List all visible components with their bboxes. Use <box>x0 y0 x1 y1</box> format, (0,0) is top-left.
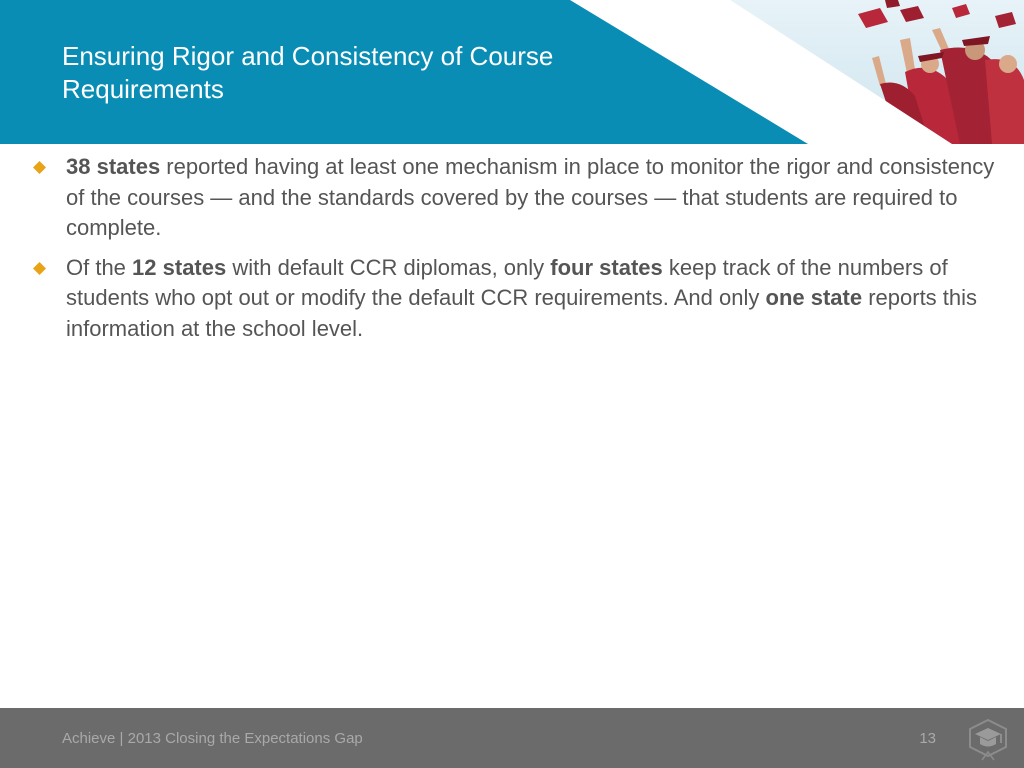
page-number: 13 <box>919 730 936 747</box>
footer-text: Achieve | 2013 Closing the Expectations Gap <box>62 730 363 747</box>
bullet-emphasis: 38 states <box>66 154 161 179</box>
bullet-run: with default CCR diplomas, only <box>226 254 551 280</box>
bullet-item <box>30 152 1010 244</box>
slide-title: Ensuring Rigor and Consistency of Course Requirements <box>62 41 554 104</box>
graduation-cap-logo-icon <box>966 716 1010 762</box>
bullet-run: reported having at least one mechanism in place to monitor the rigor and consistency of the courses — and the standards covered by the courses — that students are required to complete. <box>66 154 995 240</box>
bullet-list <box>30 152 1010 353</box>
bullet-emphasis: 12 states <box>132 254 227 280</box>
bullet-text <box>66 154 994 240</box>
diamond-bullet-icon <box>33 161 46 174</box>
bullet-emphasis: one state <box>765 285 863 310</box>
slide-footer <box>0 708 1024 768</box>
bullet-item <box>30 253 1010 345</box>
bullet-run: keep track of the numbers of students who opt out or modify the default CCR requirements. And only <box>66 254 948 310</box>
slide-header <box>0 0 1024 144</box>
bullet-run: Of the <box>66 254 133 280</box>
bullet-text <box>66 255 977 341</box>
bullet-run: reports this information at the school level. <box>66 285 978 341</box>
bullet-emphasis: four states <box>550 254 663 280</box>
diamond-bullet-icon <box>33 262 46 275</box>
